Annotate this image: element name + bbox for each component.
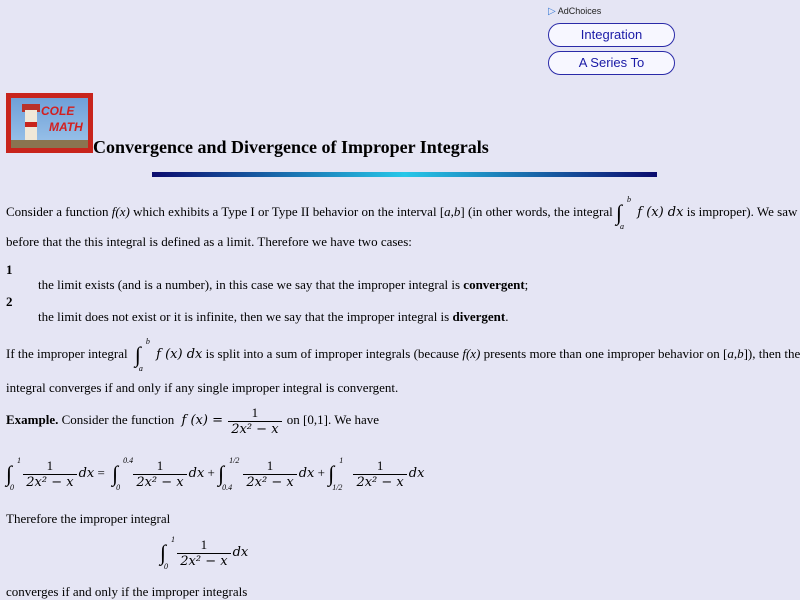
ad-button-series[interactable]: A Series To — [548, 51, 675, 75]
intro-paragraph-2: before that the this integral is defined as a limit. Therefore we have two cases: — [6, 234, 412, 249]
improper-integral: ∫ 1 0 $\frac{1}{\text{2x² − x}}$ dx — [160, 535, 249, 571]
logo-text: COLE — [41, 104, 75, 118]
therefore-text: Therefore the improper integral — [6, 511, 171, 526]
integral-sign: ∫ b a — [616, 195, 631, 231]
ad-button-integration[interactable]: Integration — [548, 23, 675, 47]
fraction: $\frac{1}{\text{2x² − x}}$ — [228, 405, 281, 437]
split-paragraph: If the improper integral ∫ b a f (x) dx is split into a sum of improper integrals (because f(x) presents more than one improper behavior on [a,b]), then the — [6, 337, 800, 373]
case-text: the limit exists (and is a number), in this case we say that the improper integral is convergent; — [38, 277, 529, 292]
converges-text: converges if and only if the improper integrals — [6, 584, 248, 599]
adchoices-icon: ▷ — [548, 6, 556, 17]
example-paragraph: Example. Consider the function f (x) = $\frac{1}{\text{2x² − x}}$ on [0,1]. We have — [6, 405, 380, 437]
integral-sign: ∫ b a — [134, 337, 150, 373]
intro-paragraph: Consider a function f(x) which exhibits a Type I or Type II behavior on the interval [a,b] (in other words, the integral ∫ b a f (x) dx is improper). We saw — [6, 195, 798, 231]
case-text: the limit does not exist or it is infinite, then we say that the improper integral is divergent. — [38, 309, 509, 324]
adchoices-link[interactable] — [548, 6, 601, 17]
page-title: Convergence and Divergence of Improper Integrals — [93, 137, 489, 157]
split-paragraph-2: integral converges if and only if any single improper integral is convergent. — [6, 380, 399, 395]
adchoices-label: AdChoices — [557, 6, 602, 16]
case-number: 2 — [6, 294, 13, 309]
logo-text: MATH — [49, 120, 83, 134]
lighthouse-image — [11, 98, 88, 148]
case-number: 1 — [6, 262, 13, 277]
integral-decomposition: ∫ 1 0 $\frac{1}{\text{2x² − x}}$ dx = ∫ 0.4 0 $\frac{1}{\text{2x² − x}}$ dx + ∫ 1/2 0.4 $\frac{1}{\text{2x² − x}}$ dx + ∫ 1 1/2 $\frac{1}{\text{2x² − x}}$ dx — [6, 456, 425, 492]
title-divider — [152, 172, 657, 177]
site-logo[interactable] — [6, 93, 93, 153]
